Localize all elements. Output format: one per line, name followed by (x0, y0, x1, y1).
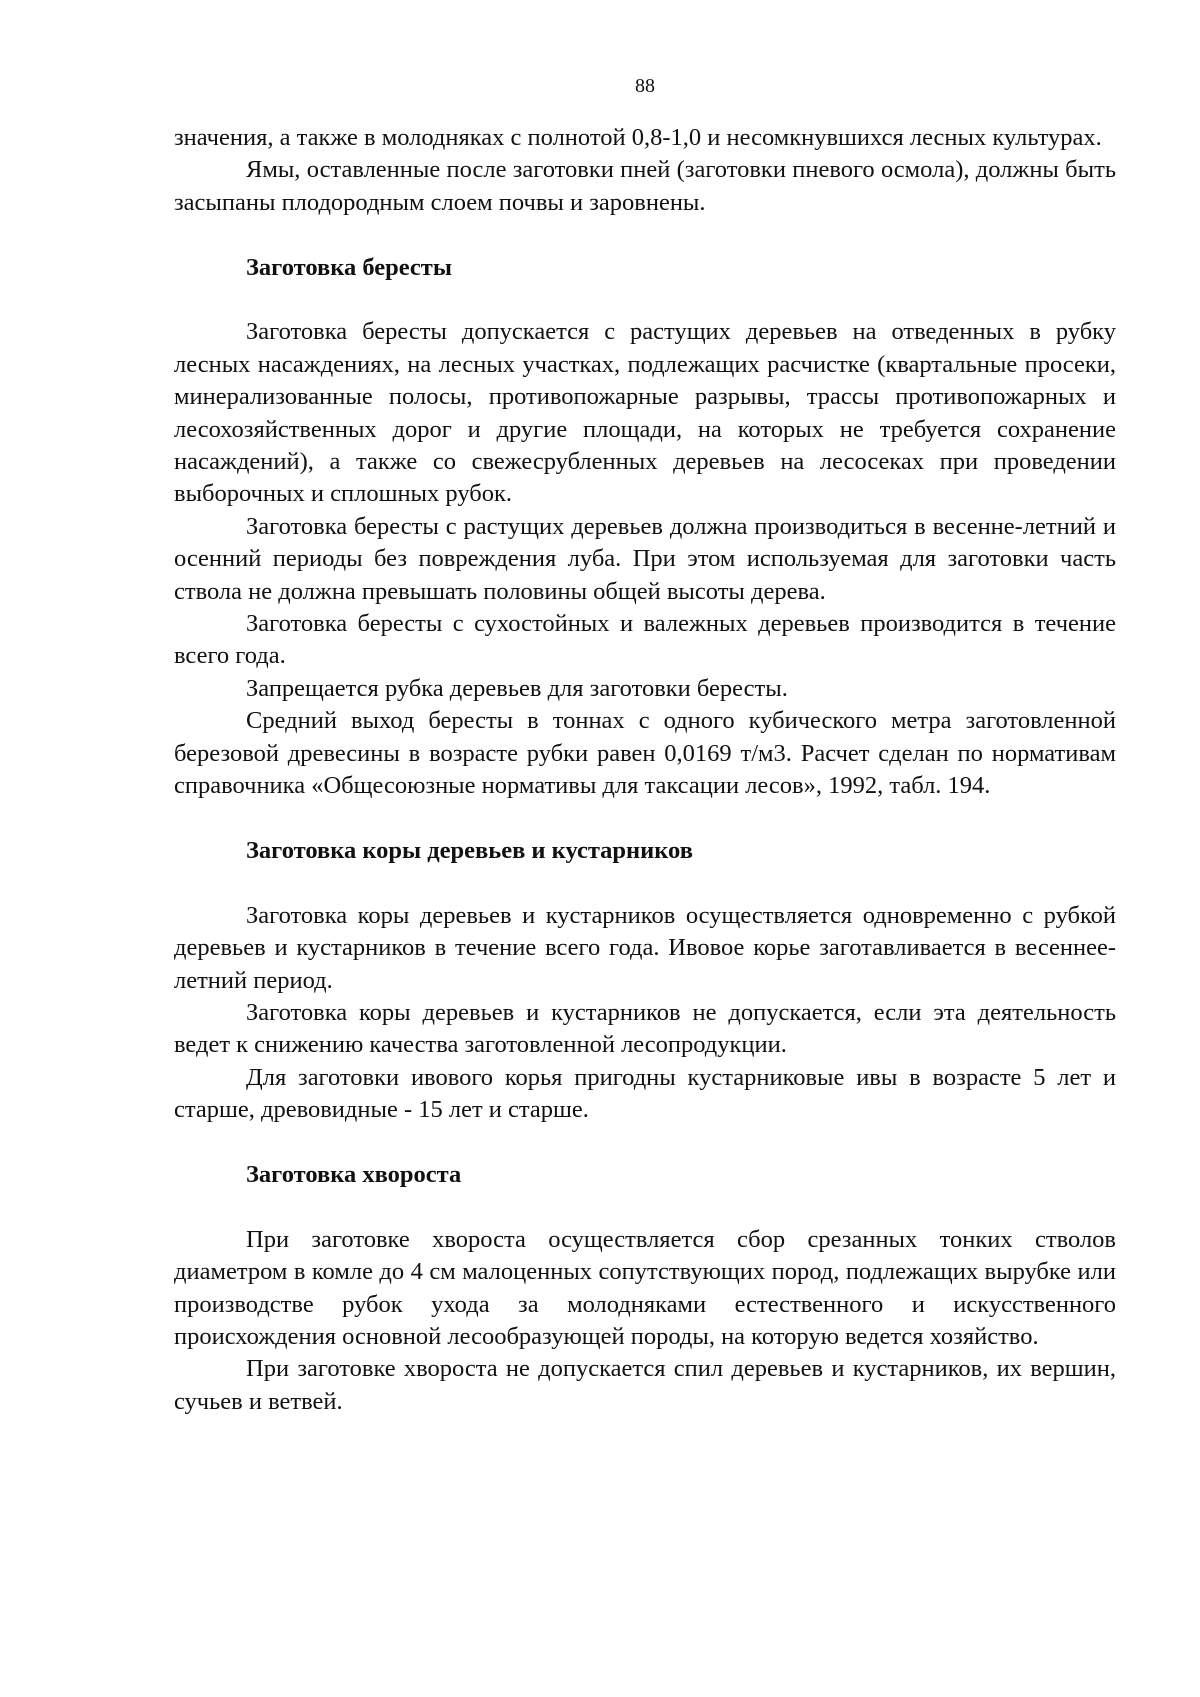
spacer (174, 1191, 1116, 1223)
paragraph: Заготовка бересты с сухостойных и валежных деревьев производится в течение всего года. (174, 610, 1116, 670)
paragraph: Заготовка коры деревьев и кустарников не допускается, если эта деятельность ведет к снижению качества заготовленной лесопродукции. (174, 998, 1116, 1059)
section-heading-birch-bark: Заготовка бересты (246, 253, 452, 281)
paragraph: значения, а также в молодняках с полнотой 0,8-1,0 и несомкнувшихся лесных культурах. (174, 124, 1102, 151)
paragraph: При заготовке хвороста не допускается спил деревьев и кустарников, их вершин, сучьев и ветвей. (174, 1355, 1116, 1415)
paragraph: Для заготовки ивового корья пригодны кустарниковые ивы в возрасте 5 лет и старше, древовидные - 15 лет и старше. (174, 1063, 1116, 1124)
spacer (174, 803, 1116, 835)
section-heading-brushwood: Заготовка хвороста (246, 1160, 462, 1188)
document-page (174, 0, 1116, 1697)
paragraph: Запрещается рубка деревьев для заготовки бересты. (246, 674, 788, 702)
paragraph: Заготовка коры деревьев и кустарников осуществляется одновременно с рубкой деревьев и кустарников в течение всего года. Ивовое корье заготавливается в весеннее-летний период. (174, 901, 1116, 994)
spacer (174, 867, 1116, 899)
paragraph: Заготовка бересты допускается с растущих деревьев на отведенных в рубку лесных насаждениях, на лесных участках, подлежащих расчистке (квартальные просеки, минерализованные полосы, противопожарные разрывы, трассы противопожарных и лесохозяйственных дорог и другие площади, на которых не требуется сохранение насаждений), а также со свежесрубленных деревьев на лесосеках при проведении выборочных и сплошных рубок. (174, 318, 1116, 508)
page-content (174, 122, 1116, 1418)
page-number: 88 (635, 75, 655, 97)
spacer (174, 1127, 1116, 1159)
paragraph: Средний выход бересты в тоннах с одного кубического метра заготовленной березовой древесины в возрасте рубки равен 0,0169 т/м3. Расчет сделан по нормативам справочника «Общесоюзные нормативы для таксации лесов», 1992, табл. 194. (174, 707, 1116, 800)
paragraph: Заготовка бересты с растущих деревьев должна производиться в весенне-летний и осенний периоды без повреждения луба. При этом используемая для заготовки часть ствола не должна превышать половины общей высоты дерева. (174, 512, 1116, 605)
spacer (174, 284, 1116, 316)
paragraph: При заготовке хвороста осуществляется сбор срезанных тонких стволов диаметром в комле до 4 см малоценных сопутствующих пород, подлежащих вырубке или производстве рубок ухода за молодняками естественного и искусственного происхождения основной лесообразующей породы, на которую ведется хозяйство. (174, 1225, 1116, 1350)
paragraph: Ямы, оставленные после заготовки пней (заготовки пневого осмола), должны быть засыпаны плодородным слоем почвы и заровнены. (174, 156, 1116, 216)
section-heading-bark: Заготовка коры деревьев и кустарников (246, 836, 693, 864)
spacer (174, 219, 1116, 251)
